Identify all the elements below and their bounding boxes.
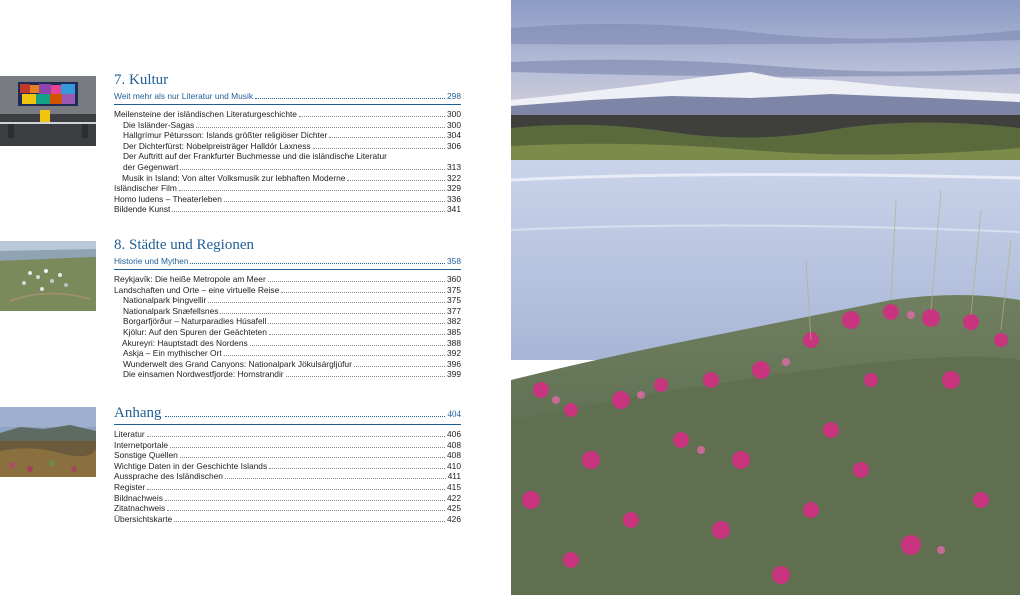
toc-section-anhang xyxy=(114,404,461,524)
toc-entry[interactable]: Die Isländer-Sagas 300 xyxy=(123,119,461,130)
toc-entry[interactable]: Wichtige Daten in der Geschichte Islands 410 xyxy=(114,460,461,471)
toc-entry[interactable]: Isländischer Film 329 xyxy=(114,183,461,194)
toc-entry[interactable]: Musik in Island: Von alter Volksmusik zur lebhaften Moderne 322 xyxy=(122,172,461,183)
section-title-anhang[interactable]: Anhang 404 xyxy=(114,404,461,425)
toc-entry[interactable]: Zitatnachweis 425 xyxy=(114,503,461,514)
toc-entry[interactable]: Borgarfjörður – Naturparadies Húsafell 382 xyxy=(123,316,461,327)
toc-entry[interactable]: Bildnachweis 422 xyxy=(114,492,461,503)
toc-entry[interactable]: Internetportale 408 xyxy=(114,439,461,450)
landscape-photo xyxy=(511,0,1020,595)
toc-section-staedte xyxy=(114,236,461,380)
toc-entry[interactable]: Übersichtskarte 426 xyxy=(114,513,461,524)
toc-subtitle-staedte[interactable]: Historie und Mythen 358 xyxy=(114,256,461,270)
toc-entry[interactable]: Askja – Ein mythischer Ort 392 xyxy=(123,348,461,359)
toc-entry[interactable]: Kjölur: Auf den Spuren der Geächteten 385 xyxy=(123,326,461,337)
toc-entry[interactable]: Aussprache des Isländischen 411 xyxy=(114,471,461,482)
toc-entry[interactable]: Die einsamen Nordwestfjorde: Hornstrandir 399 xyxy=(123,369,461,380)
toc-entry[interactable]: Reykjavík: Die heiße Metropole am Meer 360 xyxy=(114,274,461,284)
toc-section-kultur xyxy=(114,71,461,215)
toc-entry[interactable]: Register 415 xyxy=(114,481,461,492)
toc-entry[interactable]: Sonstige Quellen 408 xyxy=(114,450,461,461)
toc-entry[interactable]: Der Dichterfürst: Nobelpreisträger Halldór Laxness 306 xyxy=(123,140,461,151)
staedte-thumbnail xyxy=(0,241,96,311)
section-title-kultur: 7. Kultur xyxy=(114,72,169,88)
kultur-thumbnail xyxy=(0,76,96,146)
toc-entry[interactable]: Nationalpark Snæfellsnes 377 xyxy=(123,305,461,316)
toc-entry[interactable]: Hallgrímur Pétursson: Islands größter religiöser Dichter 304 xyxy=(123,130,461,141)
toc-entry[interactable]: Nationalpark Þingvellir 375 xyxy=(123,295,461,306)
toc-entry[interactable]: Wunderwelt des Grand Canyons: Nationalpark Jökulsárgljúfur 396 xyxy=(123,358,461,369)
toc-entry[interactable]: Akureyri: Hauptstadt des Nordens 388 xyxy=(122,337,461,348)
toc-entry[interactable]: Literatur 406 xyxy=(114,429,461,439)
anhang-thumbnail xyxy=(0,407,96,477)
toc-entry[interactable]: Meilensteine der isländischen Literaturgeschichte 300 xyxy=(114,109,461,119)
toc-subtitle-kultur[interactable]: Weit mehr als nur Literatur und Musik 298 xyxy=(114,91,461,105)
toc-entry[interactable]: Der Auftritt auf der Frankfurter Buchmesse und die isländische Literatur der Gegenwart 313 xyxy=(123,151,461,172)
toc-entry[interactable]: Landschaften und Orte – eine virtuelle Reise 375 xyxy=(114,284,461,295)
toc-entry[interactable]: Homo ludens – Theaterleben 336 xyxy=(114,193,461,204)
toc-entry[interactable]: Bildende Kunst 341 xyxy=(114,204,461,215)
section-title-staedte: 8. Städte und Regionen xyxy=(114,237,254,253)
